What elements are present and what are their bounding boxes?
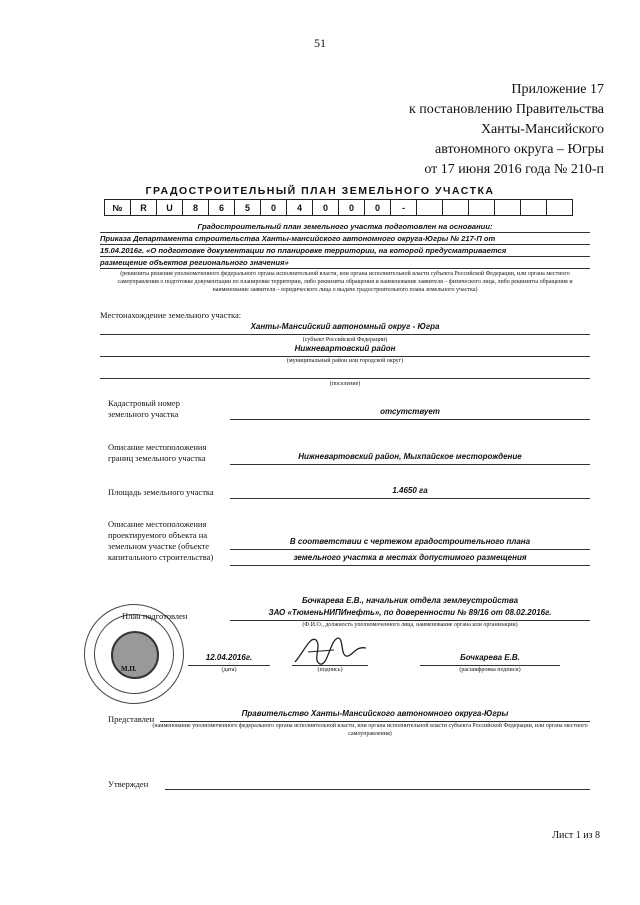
borders-label-1: Описание местоположения [108, 442, 207, 452]
appendix-header [409, 80, 604, 180]
basis-section [100, 221, 590, 294]
approved-line [165, 789, 590, 790]
location-subject: Ханты-Мансийский автономный округ - Югра [250, 322, 440, 331]
registration-number-table [104, 199, 573, 216]
cadastral-value: отсутствует [380, 407, 440, 416]
submitted-value: Правительство Ханты-Мансийского автономного округа-Югры [241, 709, 509, 718]
page-number: 51 [314, 36, 326, 50]
reg-number-cell: 4 [287, 200, 313, 216]
area-value: 1.4650 га [392, 486, 428, 495]
basis-heading: Градостроительный план земельного участка подготовлен на основании: [100, 221, 590, 233]
submitted-note: (наименование уполномоченного федерального органа исполнительной власти, или органа исполнительной власти субъекта Российской Федерации, или органа местного самоуправления) [152, 723, 588, 737]
cadastral-label-1: Кадастровый номер [108, 398, 180, 408]
document-title: ГРАДОСТРОИТЕЛЬНЫЙ ПЛАН ЗЕМЕЛЬНОГО УЧАСТКА [145, 185, 495, 197]
object-label-2: проектируемого объекта на [108, 530, 208, 540]
borders-label [108, 442, 206, 464]
object-value-2: земельного участка в местах допустимого размещения [293, 553, 527, 562]
location-subject-line [100, 334, 590, 335]
borders-value: Нижневартовский район, Мыхпайское месторождение [298, 452, 522, 461]
sheet-counter: Лист 1 из 8 [552, 830, 600, 841]
reg-number-cell: R [131, 200, 157, 216]
prepared-date: 12.04.2016г. [205, 653, 253, 662]
prepared-decode-note: (расшифровка подписи) [459, 667, 521, 673]
seal-mp-text: М.П. [121, 665, 137, 673]
reg-number-cell: 0 [313, 200, 339, 216]
object-label [108, 519, 213, 563]
object-value-1: В соответствии с чертежом градостроительного плана [289, 537, 531, 546]
prepared-person-2: ЗАО «ТюменьНИПИнефть», по доверенности № 89/16 от 08.02.2016г. [268, 608, 552, 617]
reg-number-cell: 0 [261, 200, 287, 216]
reg-number-cell: U [157, 200, 183, 216]
object-label-1: Описание местоположения [108, 519, 207, 529]
prepared-decode: Бочкарева Е.В. [460, 653, 520, 662]
object-line-1 [230, 549, 590, 550]
basis-line-4: размещение объектов регионального значения» [100, 257, 590, 269]
reg-number-cell: № [105, 200, 131, 216]
appendix-line-3: Ханты-Мансийского [480, 122, 604, 137]
appendix-line-1: Приложение 17 [511, 82, 604, 97]
prepared-person-note: (Ф.И.О., должность уполномоченного лица, наименование органа или организации) [302, 622, 518, 628]
location-subject-note: (субъект Российской Федерации) [302, 337, 388, 343]
basis-line-2: Приказа Департамента строительства Ханты-мансийского автономного округа-Югры № 217-П от [100, 233, 590, 245]
reg-number-cell: 0 [339, 200, 365, 216]
borders-line [230, 464, 590, 465]
reg-number-cell: 5 [235, 200, 261, 216]
prepared-label: План подготовлен [122, 611, 188, 621]
reg-number-cell [521, 200, 547, 216]
appendix-line-2: к постановлению Правительства [408, 102, 604, 117]
location-settlement-line [100, 378, 590, 379]
prepared-date-note: (дата) [221, 667, 237, 673]
registration-number-row [105, 200, 573, 216]
location-district-note: (муниципальный район или городской округ) [286, 358, 404, 364]
submitted-label: Представлен [108, 714, 155, 724]
appendix-line-4: автономного округа – Югры [435, 142, 604, 157]
signature [290, 630, 370, 670]
reg-number-cell: 8 [183, 200, 209, 216]
object-label-4: капитального строительства) [108, 552, 214, 562]
basis-line-3: 15.04.2016г. «О подготовке документации по планировке территории, на которой предусматривается [100, 245, 590, 257]
appendix-line-5: от 17 июня 2016 года № 210-п [424, 162, 604, 177]
object-line-2 [230, 565, 590, 566]
prepared-sign-note: (подпись) [317, 667, 343, 673]
area-line [230, 498, 590, 499]
location-district: Нижневартовский район [294, 344, 396, 353]
prepared-person-1: Бочкарева Е.В., начальник отдела землеустройства [301, 596, 519, 605]
reg-number-cell [469, 200, 495, 216]
reg-number-cell [495, 200, 521, 216]
borders-label-2: границ земельного участка [108, 453, 206, 463]
reg-number-cell: 0 [365, 200, 391, 216]
cadastral-line [230, 419, 590, 420]
reg-number-cell [443, 200, 469, 216]
reg-number-cell: - [391, 200, 417, 216]
object-label-3: земельном участке (объекте [108, 541, 210, 551]
area-label: Площадь земельного участка [108, 487, 214, 497]
approved-label: Утвержден [108, 779, 149, 789]
location-label: Местонахождение земельного участка: [100, 310, 242, 320]
cadastral-label-2: земельного участка [108, 409, 179, 419]
reg-number-cell: 6 [209, 200, 235, 216]
location-settlement-note: (поселение) [329, 381, 361, 387]
reg-number-cell [547, 200, 573, 216]
reg-number-cell [417, 200, 443, 216]
cadastral-label [108, 398, 180, 420]
basis-note: (реквизиты решения уполномоченного федерального органа исполнительной власти, или органа исполнительной власти субъекта Российской Федерации, или органа местного самоуправления о подготовке документации по планировке территории, либо реквизиты обращения и наименование заявителя – физического лица, либо реквизиты обращения и наименование заявителя – юридического лица о выдаче градостроительного плана земельного участка) [117, 271, 573, 293]
